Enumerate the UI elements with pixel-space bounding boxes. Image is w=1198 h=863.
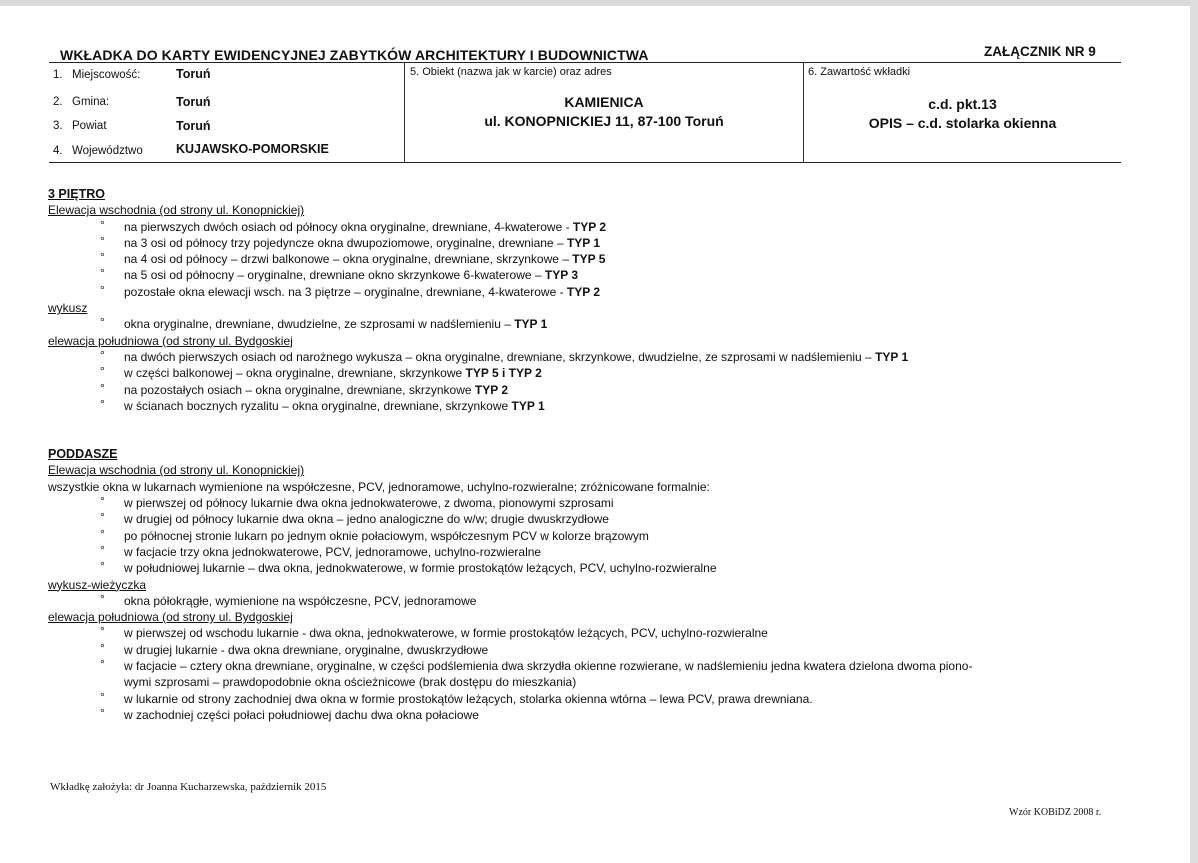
floor3-east-title: Elewacja wschodnia (od strony ul. Konopnickiej) (48, 203, 305, 218)
field-label: Gmina: (72, 96, 110, 108)
attic-tower-list (48, 593, 1128, 609)
header-top-rule (49, 62, 1121, 63)
list-item: ° w zachodniej części połaci południowej dachu dwa okna połaciowe (48, 707, 1128, 723)
list-item: ° w części balkonowej – okna oryginalne, drewniane, skrzynkowe TYP 5 i TYP 2 (48, 365, 1128, 381)
field-number: 4. (53, 145, 63, 157)
list-item: ° pozostałe okna elewacji wsch. na 3 piętrze – oryginalne, drewniane, 4-kwaterowe - TYP 2 (48, 284, 1128, 300)
list-item: ° w facjacie – cztery okna drewniane, oryginalne, w części podślemienia dwa skrzydła okienne rozwierane, w nadślemieniu jedna kwatera dzielona dwoma piono- wymi szprosami – prawdopodobnie okna ościeżnicowe (brak dostępu do mieszkania) (48, 658, 1128, 691)
list-item: ° na 4 osi od północy – drzwi balkonowe – okna oryginalne, drewniane, skrzynkowe – TYP 5 (48, 251, 1128, 267)
attic-south-list (48, 625, 1128, 723)
list-item: ° na 3 osi od północy trzy pojedyncze okna dwupoziomowe, oryginalne, drewniane – TYP 1 (48, 235, 1128, 251)
field-value: Toruń (176, 119, 211, 133)
document-title: WKŁADKA DO KARTY EWIDENCYJNEJ ZABYTKÓW ARCHITEKTURY I BUDOWNICTWA (60, 47, 649, 63)
contents-line-1: c.d. pkt.13 (928, 96, 997, 112)
list-item: ° w drugiej lukarnie - dwa okna drewniane, oryginalne, dwuskrzydłowe (48, 642, 1128, 658)
floor3-south-title: elewacja południowa (od strony ul. Bydgoskiej (48, 333, 293, 348)
list-item: ° okna półokrągłe, wymienione na współczesne, PCV, jednoramowe (48, 593, 1128, 609)
list-item: ° w lukarnie od strony zachodniej dwa okna w formie prostokątów leżących, stolarka okienna wtórna – lewa PCV, prawa drewniana. (48, 691, 1128, 707)
list-item: ° okna oryginalne, drewniane, dwudzielne, ze szprosami w nadślemieniu – TYP 1 (48, 316, 1128, 332)
list-item: ° w facjacie trzy okna jednokwaterowe, PCV, jednoramowe, uchylno-rozwieralne (48, 544, 1128, 560)
field-number: 2. (53, 96, 63, 108)
column-divider-2 (803, 63, 804, 162)
list-item: ° w ścianach bocznych ryzalitu – okna oryginalne, drewniane, skrzynkowe TYP 1 (48, 398, 1128, 414)
object-header: 5. Obiekt (nazwa jak w karcie) oraz adres (410, 66, 612, 78)
field-value: KUJAWSKO-POMORSKIE (176, 142, 329, 156)
list-item: ° na pierwszych dwóch osiach od północy okna oryginalne, drewniane, 4-kwaterowe - TYP 2 (48, 219, 1128, 235)
attic-east-list (48, 495, 1128, 576)
attic-heading: PODDASZE (48, 447, 118, 462)
list-item: ° w drugiej od północy lukarnie dwa okna – jedno analogiczne do w/w; drugie dwuskrzydłowe (48, 511, 1128, 527)
object-address: ul. KONOPNICKIEJ 11, 87-100 Toruń (484, 113, 724, 129)
list-item: ° w południowej lukarnie – dwa okna, jednokwaterowe, w formie prostokątów leżących, PCV, uchylno-rozwieralne (48, 560, 1128, 576)
field-number: 3. (53, 120, 63, 132)
field-value: Toruń (176, 67, 211, 81)
attic-east-intro: wszystkie okna w lukarnach wymienione na współczesne, PCV, jednoramowe, uchylno-rozwieralne; zróżnicowane formalnie: (48, 479, 710, 494)
scan-edge-right (1190, 0, 1198, 863)
section-gap (48, 414, 1128, 446)
floor3-heading: 3 PIĘTRO (48, 187, 105, 201)
floor3-east-list (48, 219, 1128, 300)
attic-tower-title: wykusz-wieżyczka (48, 577, 147, 592)
annex-label: ZAŁĄCZNIK NR 9 (984, 44, 1096, 59)
form-pattern-note: Wzór KOBiDZ 2008 r. (1009, 807, 1102, 818)
attic-south-title: elewacja południowa (od strony ul. Bydgoskiej (48, 610, 293, 625)
author-note: Wkładkę założyła: dr Joanna Kucharzewska, październik 2015 (50, 781, 327, 793)
list-item: ° na 5 osi od północny – oryginalne, drewniane okno skrzynkowe 6-kwaterowe – TYP 3 (48, 267, 1128, 283)
field-label: Powiat (72, 120, 107, 132)
attic-east-title: Elewacja wschodnia (od strony ul. Konopnickiej) (48, 463, 305, 478)
list-item: ° na pozostałych osiach – okna oryginalne, drewniane, skrzynkowe TYP 2 (48, 382, 1128, 398)
list-item: ° po północnej stronie lukarn po jednym oknie połaciowym, współczesnym PCV w kolorze brązowym (48, 528, 1128, 544)
floor3-bay-list (48, 316, 1128, 332)
field-number: 1. (53, 69, 63, 81)
scan-edge-top (0, 0, 1198, 6)
list-item: ° w pierwszej od wschodu lukarnie - dwa okna, jednokwaterowe, w formie prostokątów leżących, PCV, uchylno-rozwieralne (48, 625, 1128, 641)
list-item: ° w pierwszej od północy lukarnie dwa okna jednokwaterowe, z dwoma, pionowymi szprosami (48, 495, 1128, 511)
field-label: Miejscowość: (72, 69, 141, 81)
field-label: Województwo (72, 145, 143, 157)
floor3-south-list (48, 349, 1128, 414)
header-bottom-rule (49, 162, 1121, 163)
contents-line-2: OPIS – c.d. stolarka okienna (868, 115, 1057, 131)
object-name: KAMIENICA (564, 94, 644, 110)
list-item: ° na dwóch pierwszych osiach od narożnego wykusza – okna oryginalne, drewniane, skrzynkowe, dwudzielne, ze szprosami w nadślemieniu – TYP 1 (48, 349, 1128, 365)
floor3-bay-title: wykusz (48, 301, 88, 316)
field-value: Toruń (176, 95, 211, 109)
description-body (48, 186, 1128, 723)
contents-header: 6. Zawartość wkładki (808, 66, 911, 78)
